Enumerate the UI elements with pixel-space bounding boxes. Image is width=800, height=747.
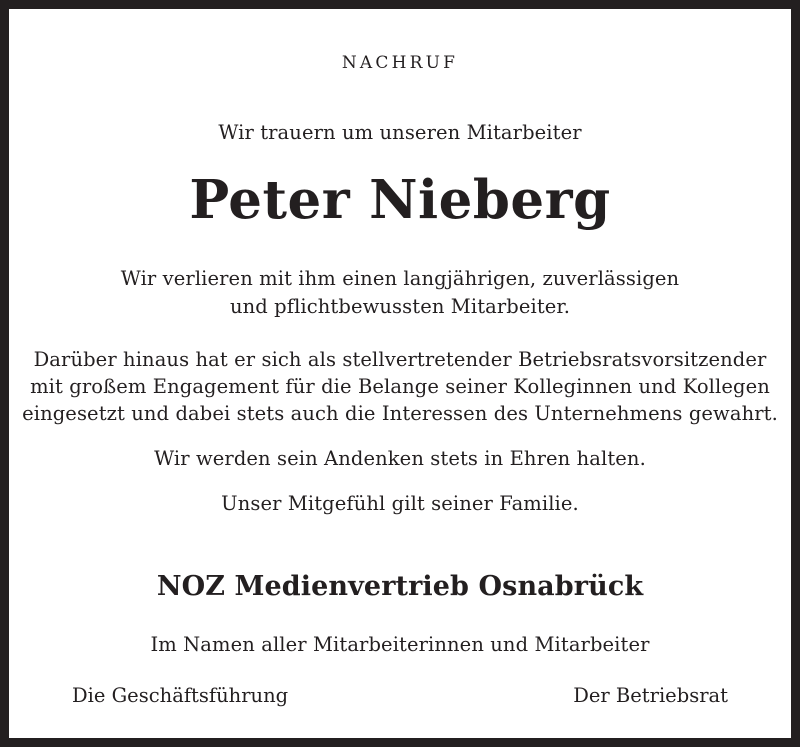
deceased-name: Peter Nieberg [189, 169, 611, 231]
paragraph-3: Wir werden sein Andenken stets in Ehren halten. [154, 447, 646, 470]
paragraph-2-line-3: eingesetzt und dabei stets auch die Interessen des Unternehmens gewahrt. [22, 402, 778, 425]
paragraph-1-line-2: und pflichtbewussten Mitarbeiter. [229, 295, 570, 318]
signatory-management: Die Geschäftsführung [72, 684, 289, 707]
paragraph-1-line-1: Wir verlieren mit ihm einen langjährigen, zuverlässigen [120, 267, 680, 290]
paragraph-2-line-1: Darüber hinaus hat er sich als stellvertretender Betriebsratsvorsitzender [33, 348, 767, 371]
on-behalf-text: Im Namen aller Mitarbeiterinnen und Mitarbeiter [150, 633, 650, 656]
paragraph-2-line-2: mit großem Engagement für die Belange seiner Kolleginnen und Kollegen [30, 375, 770, 398]
intro-text: Wir trauern um unseren Mitarbeiter [218, 121, 582, 144]
notice-heading: NACHRUF [341, 53, 459, 73]
signatory-works-council: Der Betriebsrat [573, 684, 728, 707]
company-name: NOZ Medienvertrieb Osnabrück [156, 571, 644, 602]
paragraph-4: Unser Mitgefühl gilt seiner Familie. [221, 492, 579, 515]
